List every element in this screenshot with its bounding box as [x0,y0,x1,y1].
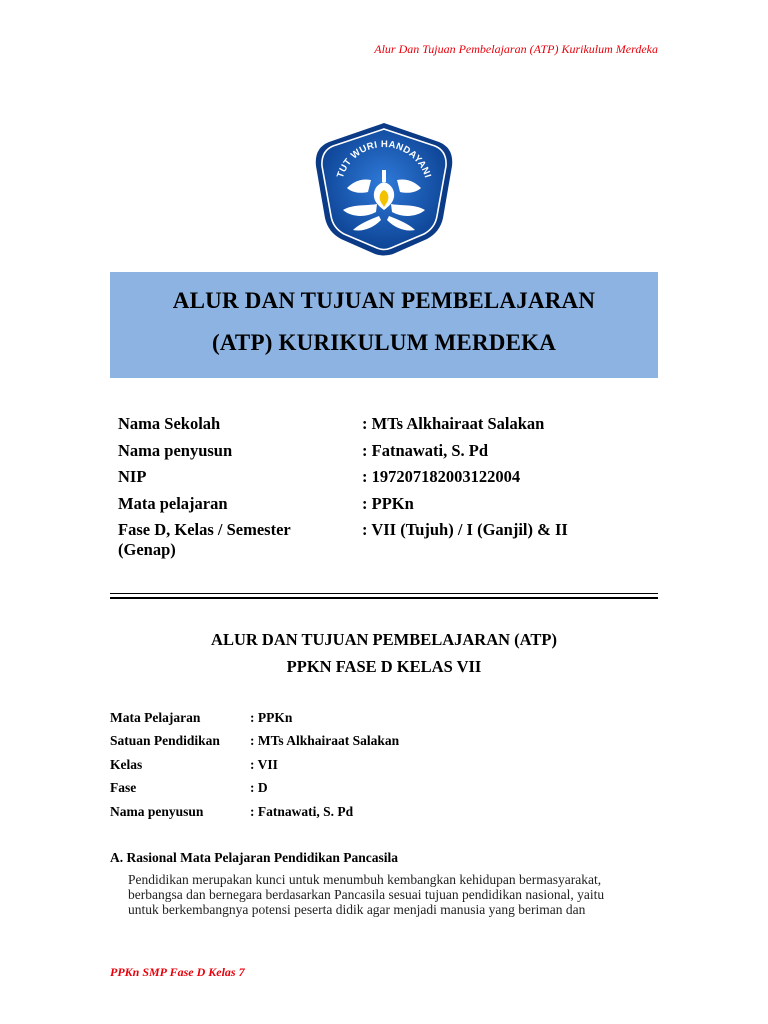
info-value: : VII (Tujuh) / I (Ganjil) & II [362,520,568,539]
meta-value: : VII [250,756,278,772]
logo-motto: TUT WURI HANDAYANI [334,138,434,180]
info-label: NIP [118,467,147,486]
paragraph-line: Pendidikan merupakan kunci untuk menumbuh kembangkan kehidupan bermasyarakat, [128,872,602,887]
divider-thin [110,593,658,594]
meta-label: Satuan Pendidikan [110,733,220,749]
info-value: : MTs Alkhairaat Salakan [362,414,545,433]
info-row-nip [118,467,638,494]
info-value: : PPKn [362,493,414,513]
info-label: Mata pelajaran [118,493,228,513]
meta-value: : Fatnawati, S. Pd [250,803,354,819]
tut-wuri-handayani-logo [313,120,455,256]
info-row-school [118,414,638,441]
info-value: : Fatnawati, S. Pd [362,440,489,460]
running-header: Alur Dan Tujuan Pembelajaran (ATP) Kurikulum Merdeka [374,42,658,56]
paragraph-line: berbangsa dan bernegara berdasarkan Pancasila sesuai tujuan pendidikan nasional, yaitu [128,887,605,902]
document-info [118,414,638,564]
meta-label: Mata Pelajaran [110,710,201,725]
section-a-paragraph [128,872,658,917]
paragraph-line: untuk berkembangnya potensi peserta didik agar menjadi manusia yang beriman dan [128,902,586,917]
meta-label: Fase [110,780,137,796]
meta-value: : MTs Alkhairaat Salakan [250,733,400,749]
meta-value: : PPKn [250,710,293,725]
meta-value: : D [250,780,268,796]
running-footer: PPKn SMP Fase D Kelas 7 [110,965,245,979]
banner-title-line1: ALUR DAN TUJUAN PEMBELAJARAN [172,288,596,313]
meta-label: Kelas [110,756,143,772]
section-title-line2: PPKN FASE D KELAS VII [286,657,482,676]
info-row-subject [118,494,638,521]
title-banner [110,272,658,378]
divider-thick [110,597,658,599]
info-label: Nama penyusun [118,440,233,460]
banner-title-line2: (ATP) KURIKULUM MERDEKA [211,330,557,355]
info-label: Nama Sekolah [118,414,221,433]
info-row-phase [118,520,638,564]
info-row-author [118,441,638,468]
info-label: Fase D, Kelas / Semester (Genap) [118,520,291,559]
section-a-heading: A. Rasional Mata Pelajaran Pendidikan Pancasila [110,850,399,865]
section-title-line1: ALUR DAN TUJUAN PEMBELAJARAN (ATP) [211,630,557,649]
info-value: : 197207182003122004 [362,467,521,486]
meta-label: Nama penyusun [110,803,204,819]
